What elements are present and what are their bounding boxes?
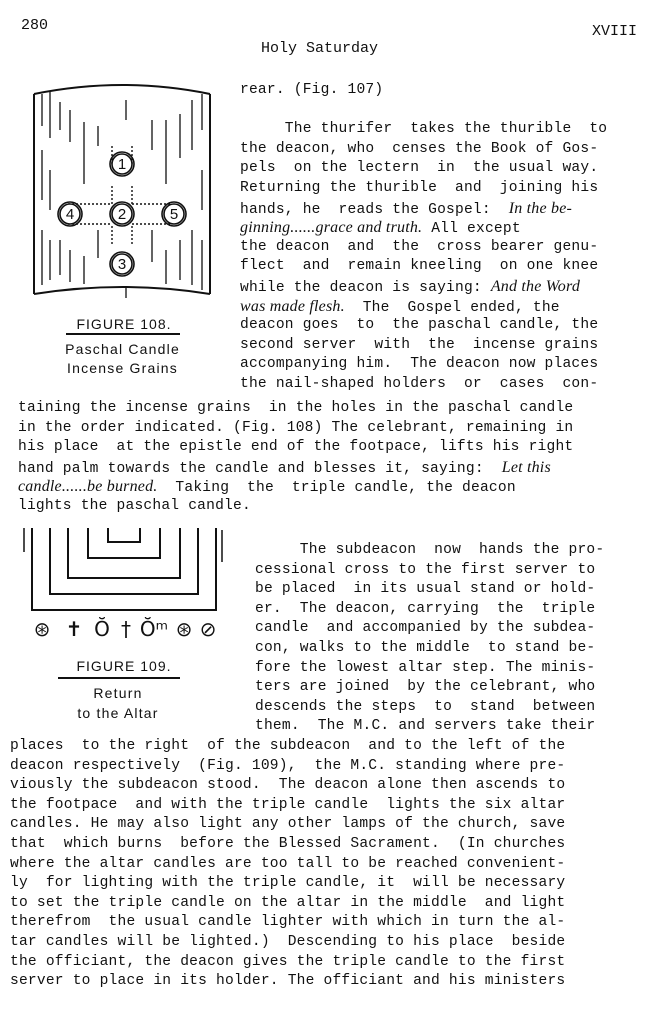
text-run: accompanying him. The deacon now places xyxy=(240,356,599,373)
text-line xyxy=(255,600,604,620)
text-line xyxy=(255,698,604,718)
text-line xyxy=(255,659,604,679)
grain-label-3: 3 xyxy=(117,256,127,273)
position-symbol-5: Ŏᵐ xyxy=(139,617,169,641)
position-symbol-4: † xyxy=(121,617,131,641)
text-block-1 xyxy=(240,81,607,395)
text-line xyxy=(240,120,607,140)
text-line xyxy=(10,855,565,875)
candle-top-edge xyxy=(34,85,210,94)
text-line xyxy=(255,580,604,600)
text-run: to set the triple candle on the altar in the middle and light xyxy=(10,894,566,911)
text-run: lights the paschal candle. xyxy=(18,497,251,514)
text-run: while the deacon is saying: xyxy=(240,279,491,296)
text-block-2 xyxy=(18,399,573,517)
text-line xyxy=(240,297,607,317)
text-run: hand palm towards the candle and blesses it, saying: xyxy=(18,460,502,477)
text-line xyxy=(240,199,607,219)
text-run: ters are joined by the celebrant, who xyxy=(255,679,596,696)
text-line xyxy=(255,639,604,659)
page-number: 280 xyxy=(21,17,49,34)
text-run: that which burns before the Blessed Sacrament. (In churches xyxy=(10,835,566,852)
text-run: second server with the incense grains xyxy=(240,336,599,353)
position-symbol-1: ⊛ xyxy=(33,617,51,641)
text-run: flect and remain kneeling on one knee xyxy=(240,258,599,275)
text-run: therefrom the usual candle lighter with which in turn the al- xyxy=(10,914,566,931)
text-line xyxy=(18,458,573,478)
text-line xyxy=(240,101,607,121)
italic-quote: was made flesh. xyxy=(240,297,345,315)
text-run: candle and accompanied by the subdea- xyxy=(255,620,596,637)
text-line xyxy=(10,874,565,894)
grain-label-1: 1 xyxy=(117,156,127,173)
text-run: the officiant, the deacon gives the triple candle to the first xyxy=(10,953,566,970)
text-line xyxy=(240,81,607,101)
text-run: deacon goes to the paschal candle, the xyxy=(240,317,599,334)
text-line xyxy=(10,757,565,777)
text-run: pels on the lectern in the usual way. xyxy=(240,160,599,177)
italic-quote: In the be- xyxy=(508,199,573,217)
text-line xyxy=(10,776,565,796)
text-line xyxy=(18,438,573,458)
text-run: Taking the triple candle, the deacon xyxy=(157,480,516,497)
text-run: the deacon, who censes the Book of Gos- xyxy=(240,140,599,157)
text-run: Returning the thurible and joining his xyxy=(240,179,599,196)
figure-109-caption-line-2: to the Altar xyxy=(77,705,159,721)
text-line xyxy=(10,737,565,757)
text-run: hands, he reads the Gospel: xyxy=(240,201,509,218)
figure-108-paschal-candle-diagram xyxy=(28,80,218,308)
text-line xyxy=(240,159,607,179)
text-line xyxy=(10,953,565,973)
grain-label-4: 4 xyxy=(65,206,75,223)
text-run: the deacon and the cross bearer genu- xyxy=(240,238,599,255)
text-run: The Gospel ended, the xyxy=(344,299,560,316)
text-line xyxy=(18,419,573,439)
text-run: descends the steps to stand between xyxy=(255,698,596,715)
italic-quote: candle......be burned. xyxy=(18,478,158,496)
text-run: ly for lighting with the triple candle, it will be necessary xyxy=(10,875,566,892)
text-line xyxy=(240,375,607,395)
text-line xyxy=(240,316,607,336)
text-line xyxy=(240,218,607,238)
text-run: server to place in its holder. The officiant and his ministers xyxy=(10,973,566,990)
text-block-4 xyxy=(10,737,565,992)
text-run: rear. (Fig. 107) xyxy=(240,82,384,98)
text-run: them. The M.C. and servers take their xyxy=(255,718,596,735)
text-line xyxy=(10,972,565,992)
figure-109-caption-line-1: Return xyxy=(93,685,143,701)
figure-108-rule xyxy=(66,333,180,335)
text-line xyxy=(240,140,607,160)
text-run: All except xyxy=(422,221,521,238)
text-run: places to the right of the subdeacon and to the left of the xyxy=(10,738,566,754)
grain-label-5: 5 xyxy=(169,206,179,223)
position-symbol-3: Ŏ xyxy=(94,617,110,641)
text-line xyxy=(18,399,573,419)
text-line xyxy=(10,894,565,914)
text-line xyxy=(255,678,604,698)
text-run: deacon respectively (Fig. 109), the M.C. standing where pre- xyxy=(10,757,566,774)
text-line xyxy=(10,835,565,855)
text-run: viously the subdeacon stood. The deacon alone then ascends to xyxy=(10,777,566,794)
altar-steps xyxy=(32,528,216,610)
text-run: The thurifer takes the thurible to xyxy=(240,121,608,138)
text-line xyxy=(18,497,573,517)
text-run: his place at the epistle end of the footpace, lifts his right xyxy=(18,439,574,456)
text-line xyxy=(10,933,565,953)
text-run: in the order indicated. (Fig. 108) The celebrant, remaining in xyxy=(18,419,574,436)
text-run: The subdeacon now hands the pro- xyxy=(255,542,605,558)
candle-bottom-edge xyxy=(34,287,210,294)
text-run: taining the incense grains in the holes in the paschal candle xyxy=(18,400,574,416)
text-line xyxy=(255,541,604,561)
text-line xyxy=(255,717,604,737)
text-run: where the altar candles are too tall to be reached convenient- xyxy=(10,855,566,872)
running-title: Holy Saturday xyxy=(261,40,379,57)
text-line xyxy=(10,815,565,835)
figure-109-altar-steps-diagram xyxy=(20,522,240,644)
text-run: fore the lowest altar step. The minis- xyxy=(255,659,596,676)
altar-step-ticks xyxy=(24,528,222,562)
text-run: be placed in its usual stand or hold- xyxy=(255,581,596,598)
text-line xyxy=(10,796,565,816)
italic-quote: Let this xyxy=(501,458,551,476)
text-line xyxy=(10,913,565,933)
text-line xyxy=(240,355,607,375)
figure-109-rule xyxy=(58,677,180,679)
text-line xyxy=(240,179,607,199)
text-run: con, walks to the middle to stand be- xyxy=(255,639,596,656)
text-run: cessional cross to the first server to xyxy=(255,561,596,578)
position-symbol-2: ✝ xyxy=(65,617,83,641)
figure-108-caption-line-1: Paschal Candle xyxy=(65,341,180,357)
text-line xyxy=(255,561,604,581)
section-number: XVIII xyxy=(592,23,638,40)
text-block-3 xyxy=(255,541,604,737)
italic-quote: ginning......grace and truth. xyxy=(240,219,423,237)
text-line xyxy=(18,477,573,497)
figure-108-caption-line-2: Incense Grains xyxy=(67,360,178,376)
grain-label-2: 2 xyxy=(117,206,127,223)
text-run: tar candles will be lighted.) Descending to his place beside xyxy=(10,933,566,950)
text-run: candles. He may also light any other lamps of the church, save xyxy=(10,816,566,833)
figure-109-title: FIGURE 109. xyxy=(76,658,172,674)
text-line xyxy=(240,238,607,258)
text-line xyxy=(240,277,607,297)
text-line xyxy=(240,257,607,277)
text-run: er. The deacon, carrying the triple xyxy=(255,600,596,617)
text-run: the footpace and with the triple candle lights the six altar xyxy=(10,796,566,813)
text-line xyxy=(255,619,604,639)
figure-108-title: FIGURE 108. xyxy=(76,316,172,332)
position-symbol-7: ⊘ xyxy=(199,617,217,641)
italic-quote: And the Word xyxy=(490,277,581,295)
text-line xyxy=(240,336,607,356)
text-run: the nail-shaped holders or cases con- xyxy=(240,375,599,392)
position-symbol-6: ⊛ xyxy=(175,617,193,641)
